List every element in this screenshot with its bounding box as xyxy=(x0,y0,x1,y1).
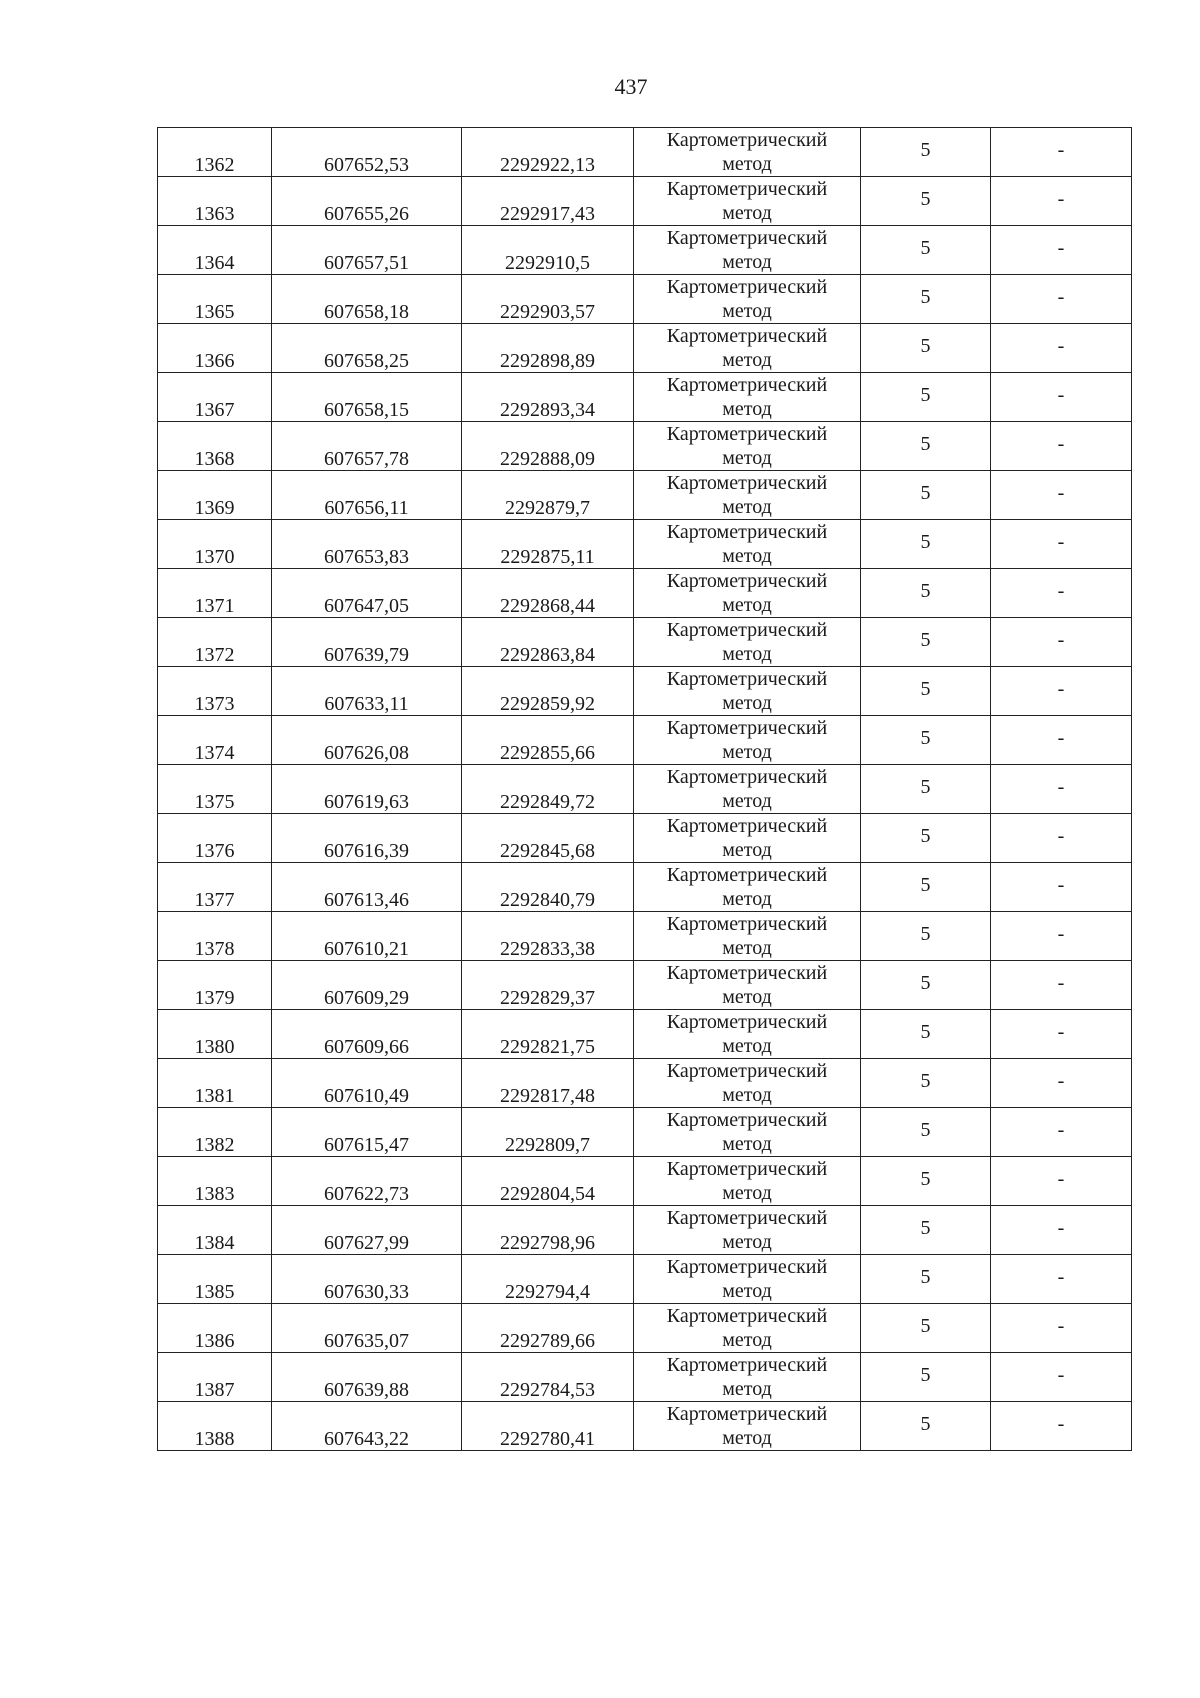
method-label-line1: Картометрический xyxy=(666,766,828,788)
y-coordinate-cell: 2292898,89 xyxy=(462,324,634,373)
y-coordinate-cell: 2292809,7 xyxy=(462,1108,634,1157)
note-cell: - xyxy=(991,1255,1132,1304)
point-number-cell: 1387 xyxy=(158,1353,272,1402)
x-coordinate-cell: 607643,22 xyxy=(272,1402,462,1451)
method-cell xyxy=(634,814,861,863)
y-coordinate-cell: 2292910,5 xyxy=(462,226,634,275)
point-number-cell: 1385 xyxy=(158,1255,272,1304)
y-coordinate-cell: 2292903,57 xyxy=(462,275,634,324)
x-coordinate-cell: 607633,11 xyxy=(272,667,462,716)
method-label-line1: Картометрический xyxy=(666,717,828,739)
accuracy-cell: 5 xyxy=(861,1304,991,1353)
accuracy-cell: 5 xyxy=(861,1353,991,1402)
method-cell xyxy=(634,1059,861,1108)
point-number-cell: 1382 xyxy=(158,1108,272,1157)
table-row xyxy=(158,961,1132,1010)
method-label-line1: Картометрический xyxy=(666,1354,828,1376)
method-cell xyxy=(634,1255,861,1304)
table-row xyxy=(158,1304,1132,1353)
accuracy-cell: 5 xyxy=(861,814,991,863)
x-coordinate-cell: 607619,63 xyxy=(272,765,462,814)
accuracy-cell: 5 xyxy=(861,912,991,961)
note-cell: - xyxy=(991,667,1132,716)
table-row xyxy=(158,1108,1132,1157)
method-label-line1: Картометрический xyxy=(666,864,828,886)
point-number-cell: 1363 xyxy=(158,177,272,226)
method-cell xyxy=(634,716,861,765)
x-coordinate-cell: 607635,07 xyxy=(272,1304,462,1353)
note-cell: - xyxy=(991,128,1132,177)
point-number-cell: 1375 xyxy=(158,765,272,814)
y-coordinate-cell: 2292829,37 xyxy=(462,961,634,1010)
table-row xyxy=(158,275,1132,324)
accuracy-cell: 5 xyxy=(861,128,991,177)
method-label-line1: Картометрический xyxy=(666,276,828,298)
table-row xyxy=(158,1157,1132,1206)
note-cell: - xyxy=(991,569,1132,618)
method-label-line1: Картометрический xyxy=(666,1256,828,1278)
method-label-line2: метод xyxy=(722,1329,772,1351)
table-row xyxy=(158,1206,1132,1255)
y-coordinate-cell: 2292855,66 xyxy=(462,716,634,765)
x-coordinate-cell: 607652,53 xyxy=(272,128,462,177)
method-label-line1: Картометрический xyxy=(666,1207,828,1229)
x-coordinate-cell: 607657,78 xyxy=(272,422,462,471)
accuracy-cell: 5 xyxy=(861,1108,991,1157)
x-coordinate-cell: 607639,79 xyxy=(272,618,462,667)
method-label-line2: метод xyxy=(722,594,772,616)
accuracy-cell: 5 xyxy=(861,177,991,226)
note-cell: - xyxy=(991,961,1132,1010)
method-cell xyxy=(634,569,861,618)
point-number-cell: 1383 xyxy=(158,1157,272,1206)
note-cell: - xyxy=(991,1206,1132,1255)
x-coordinate-cell: 607655,26 xyxy=(272,177,462,226)
method-label-line2: метод xyxy=(722,1280,772,1302)
x-coordinate-cell: 607622,73 xyxy=(272,1157,462,1206)
y-coordinate-cell: 2292845,68 xyxy=(462,814,634,863)
point-number-cell: 1366 xyxy=(158,324,272,373)
method-label-line2: метод xyxy=(722,202,772,224)
method-label-line1: Картометрический xyxy=(666,1109,828,1131)
point-number-cell: 1370 xyxy=(158,520,272,569)
accuracy-cell: 5 xyxy=(861,471,991,520)
x-coordinate-cell: 607658,18 xyxy=(272,275,462,324)
y-coordinate-cell: 2292784,53 xyxy=(462,1353,634,1402)
accuracy-cell: 5 xyxy=(861,1206,991,1255)
accuracy-cell: 5 xyxy=(861,373,991,422)
y-coordinate-cell: 2292893,34 xyxy=(462,373,634,422)
point-number-cell: 1384 xyxy=(158,1206,272,1255)
method-cell xyxy=(634,667,861,716)
x-coordinate-cell: 607658,25 xyxy=(272,324,462,373)
table-row xyxy=(158,1402,1132,1451)
method-cell xyxy=(634,177,861,226)
y-coordinate-cell: 2292794,4 xyxy=(462,1255,634,1304)
method-label-line1: Картометрический xyxy=(666,227,828,249)
method-label-line2: метод xyxy=(722,937,772,959)
method-label-line2: метод xyxy=(722,1133,772,1155)
method-label-line2: метод xyxy=(722,1427,772,1449)
x-coordinate-cell: 607616,39 xyxy=(272,814,462,863)
note-cell: - xyxy=(991,1353,1132,1402)
note-cell: - xyxy=(991,765,1132,814)
method-label-line2: метод xyxy=(722,496,772,518)
accuracy-cell: 5 xyxy=(861,765,991,814)
table-row xyxy=(158,618,1132,667)
table-row xyxy=(158,1255,1132,1304)
x-coordinate-cell: 607653,83 xyxy=(272,520,462,569)
method-label-line2: метод xyxy=(722,1182,772,1204)
accuracy-cell: 5 xyxy=(861,275,991,324)
note-cell: - xyxy=(991,422,1132,471)
note-cell: - xyxy=(991,863,1132,912)
method-label-line2: метод xyxy=(722,888,772,910)
note-cell: - xyxy=(991,471,1132,520)
x-coordinate-cell: 607639,88 xyxy=(272,1353,462,1402)
method-label-line1: Картометрический xyxy=(666,815,828,837)
accuracy-cell: 5 xyxy=(861,422,991,471)
table-row xyxy=(158,716,1132,765)
accuracy-cell: 5 xyxy=(861,520,991,569)
method-label-line1: Картометрический xyxy=(666,962,828,984)
method-label-line2: метод xyxy=(722,1231,772,1253)
note-cell: - xyxy=(991,177,1132,226)
x-coordinate-cell: 607656,11 xyxy=(272,471,462,520)
point-number-cell: 1369 xyxy=(158,471,272,520)
x-coordinate-cell: 607610,49 xyxy=(272,1059,462,1108)
note-cell: - xyxy=(991,1108,1132,1157)
note-cell: - xyxy=(991,814,1132,863)
note-cell: - xyxy=(991,716,1132,765)
table-row xyxy=(158,128,1132,177)
method-label-line2: метод xyxy=(722,839,772,861)
point-number-cell: 1372 xyxy=(158,618,272,667)
method-cell xyxy=(634,863,861,912)
table-row xyxy=(158,226,1132,275)
accuracy-cell: 5 xyxy=(861,667,991,716)
method-label-line1: Картометрический xyxy=(666,913,828,935)
method-label-line2: метод xyxy=(722,643,772,665)
point-number-cell: 1365 xyxy=(158,275,272,324)
accuracy-cell: 5 xyxy=(861,618,991,667)
method-cell xyxy=(634,1353,861,1402)
accuracy-cell: 5 xyxy=(861,863,991,912)
accuracy-cell: 5 xyxy=(861,716,991,765)
method-cell xyxy=(634,1157,861,1206)
method-label-line2: метод xyxy=(722,251,772,273)
y-coordinate-cell: 2292780,41 xyxy=(462,1402,634,1451)
accuracy-cell: 5 xyxy=(861,569,991,618)
table-row xyxy=(158,1059,1132,1108)
method-label-line2: метод xyxy=(722,447,772,469)
x-coordinate-cell: 607609,66 xyxy=(272,1010,462,1059)
note-cell: - xyxy=(991,1059,1132,1108)
accuracy-cell: 5 xyxy=(861,1402,991,1451)
x-coordinate-cell: 607630,33 xyxy=(272,1255,462,1304)
note-cell: - xyxy=(991,1157,1132,1206)
method-cell xyxy=(634,324,861,373)
table-row xyxy=(158,667,1132,716)
method-label-line1: Картометрический xyxy=(666,1158,828,1180)
accuracy-cell: 5 xyxy=(861,1010,991,1059)
table-row xyxy=(158,569,1132,618)
page-number: 437 xyxy=(614,74,648,99)
y-coordinate-cell: 2292821,75 xyxy=(462,1010,634,1059)
y-coordinate-cell: 2292879,7 xyxy=(462,471,634,520)
point-number-cell: 1381 xyxy=(158,1059,272,1108)
table-row xyxy=(158,373,1132,422)
point-number-cell: 1379 xyxy=(158,961,272,1010)
accuracy-cell: 5 xyxy=(861,1059,991,1108)
table-row xyxy=(158,814,1132,863)
y-coordinate-cell: 2292789,66 xyxy=(462,1304,634,1353)
y-coordinate-cell: 2292859,92 xyxy=(462,667,634,716)
point-number-cell: 1386 xyxy=(158,1304,272,1353)
method-label-line1: Картометрический xyxy=(666,178,828,200)
x-coordinate-cell: 607657,51 xyxy=(272,226,462,275)
note-cell: - xyxy=(991,373,1132,422)
method-cell xyxy=(634,1010,861,1059)
x-coordinate-cell: 607613,46 xyxy=(272,863,462,912)
method-label-line2: метод xyxy=(722,300,772,322)
accuracy-cell: 5 xyxy=(861,324,991,373)
table-row xyxy=(158,1353,1132,1402)
y-coordinate-cell: 2292863,84 xyxy=(462,618,634,667)
method-label-line1: Картометрический xyxy=(666,129,828,151)
accuracy-cell: 5 xyxy=(861,961,991,1010)
note-cell: - xyxy=(991,1010,1132,1059)
table-body xyxy=(158,128,1132,1451)
y-coordinate-cell: 2292840,79 xyxy=(462,863,634,912)
point-number-cell: 1362 xyxy=(158,128,272,177)
x-coordinate-cell: 607610,21 xyxy=(272,912,462,961)
point-number-cell: 1388 xyxy=(158,1402,272,1451)
method-cell xyxy=(634,471,861,520)
method-cell xyxy=(634,1402,861,1451)
method-label-line2: метод xyxy=(722,1378,772,1400)
method-cell xyxy=(634,618,861,667)
method-label-line1: Картометрический xyxy=(666,521,828,543)
y-coordinate-cell: 2292817,48 xyxy=(462,1059,634,1108)
method-cell xyxy=(634,422,861,471)
method-label-line2: метод xyxy=(722,790,772,812)
method-label-line1: Картометрический xyxy=(666,570,828,592)
method-cell xyxy=(634,520,861,569)
y-coordinate-cell: 2292875,11 xyxy=(462,520,634,569)
note-cell: - xyxy=(991,275,1132,324)
table-row xyxy=(158,863,1132,912)
method-cell xyxy=(634,226,861,275)
method-label-line1: Картометрический xyxy=(666,1011,828,1033)
coordinates-table xyxy=(157,127,1132,1451)
method-label-line2: метод xyxy=(722,153,772,175)
method-cell xyxy=(634,1206,861,1255)
y-coordinate-cell: 2292833,38 xyxy=(462,912,634,961)
accuracy-cell: 5 xyxy=(861,1157,991,1206)
accuracy-cell: 5 xyxy=(861,1255,991,1304)
x-coordinate-cell: 607609,29 xyxy=(272,961,462,1010)
y-coordinate-cell: 2292917,43 xyxy=(462,177,634,226)
x-coordinate-cell: 607615,47 xyxy=(272,1108,462,1157)
method-label-line2: метод xyxy=(722,692,772,714)
accuracy-cell: 5 xyxy=(861,226,991,275)
method-label-line1: Картометрический xyxy=(666,1403,828,1425)
table-row xyxy=(158,912,1132,961)
method-cell xyxy=(634,912,861,961)
point-number-cell: 1367 xyxy=(158,373,272,422)
x-coordinate-cell: 607627,99 xyxy=(272,1206,462,1255)
method-cell xyxy=(634,128,861,177)
method-label-line1: Картометрический xyxy=(666,1305,828,1327)
method-label-line1: Картометрический xyxy=(666,668,828,690)
method-label-line1: Картометрический xyxy=(666,374,828,396)
point-number-cell: 1378 xyxy=(158,912,272,961)
method-cell xyxy=(634,1304,861,1353)
point-number-cell: 1368 xyxy=(158,422,272,471)
y-coordinate-cell: 2292888,09 xyxy=(462,422,634,471)
table-row xyxy=(158,324,1132,373)
point-number-cell: 1364 xyxy=(158,226,272,275)
note-cell: - xyxy=(991,324,1132,373)
point-number-cell: 1373 xyxy=(158,667,272,716)
y-coordinate-cell: 2292798,96 xyxy=(462,1206,634,1255)
note-cell: - xyxy=(991,1402,1132,1451)
method-cell xyxy=(634,275,861,324)
method-label-line2: метод xyxy=(722,1084,772,1106)
method-cell xyxy=(634,765,861,814)
note-cell: - xyxy=(991,1304,1132,1353)
method-label-line2: метод xyxy=(722,741,772,763)
point-number-cell: 1371 xyxy=(158,569,272,618)
method-label-line2: метод xyxy=(722,398,772,420)
table-row xyxy=(158,422,1132,471)
method-cell xyxy=(634,1108,861,1157)
y-coordinate-cell: 2292868,44 xyxy=(462,569,634,618)
method-label-line2: метод xyxy=(722,1035,772,1057)
y-coordinate-cell: 2292922,13 xyxy=(462,128,634,177)
table-row xyxy=(158,520,1132,569)
point-number-cell: 1376 xyxy=(158,814,272,863)
table-row xyxy=(158,471,1132,520)
point-number-cell: 1377 xyxy=(158,863,272,912)
method-label-line2: метод xyxy=(722,545,772,567)
method-label-line1: Картометрический xyxy=(666,325,828,347)
table-row xyxy=(158,177,1132,226)
method-label-line1: Картометрический xyxy=(666,619,828,641)
table-row xyxy=(158,1010,1132,1059)
method-cell xyxy=(634,961,861,1010)
note-cell: - xyxy=(991,912,1132,961)
x-coordinate-cell: 607658,15 xyxy=(272,373,462,422)
note-cell: - xyxy=(991,618,1132,667)
method-label-line1: Картометрический xyxy=(666,1060,828,1082)
method-label-line2: метод xyxy=(722,986,772,1008)
method-label-line1: Картометрический xyxy=(666,423,828,445)
x-coordinate-cell: 607626,08 xyxy=(272,716,462,765)
note-cell: - xyxy=(991,520,1132,569)
method-label-line1: Картометрический xyxy=(666,472,828,494)
y-coordinate-cell: 2292804,54 xyxy=(462,1157,634,1206)
y-coordinate-cell: 2292849,72 xyxy=(462,765,634,814)
method-cell xyxy=(634,373,861,422)
point-number-cell: 1374 xyxy=(158,716,272,765)
note-cell: - xyxy=(991,226,1132,275)
method-label-line2: метод xyxy=(722,349,772,371)
x-coordinate-cell: 607647,05 xyxy=(272,569,462,618)
point-number-cell: 1380 xyxy=(158,1010,272,1059)
table-row xyxy=(158,765,1132,814)
